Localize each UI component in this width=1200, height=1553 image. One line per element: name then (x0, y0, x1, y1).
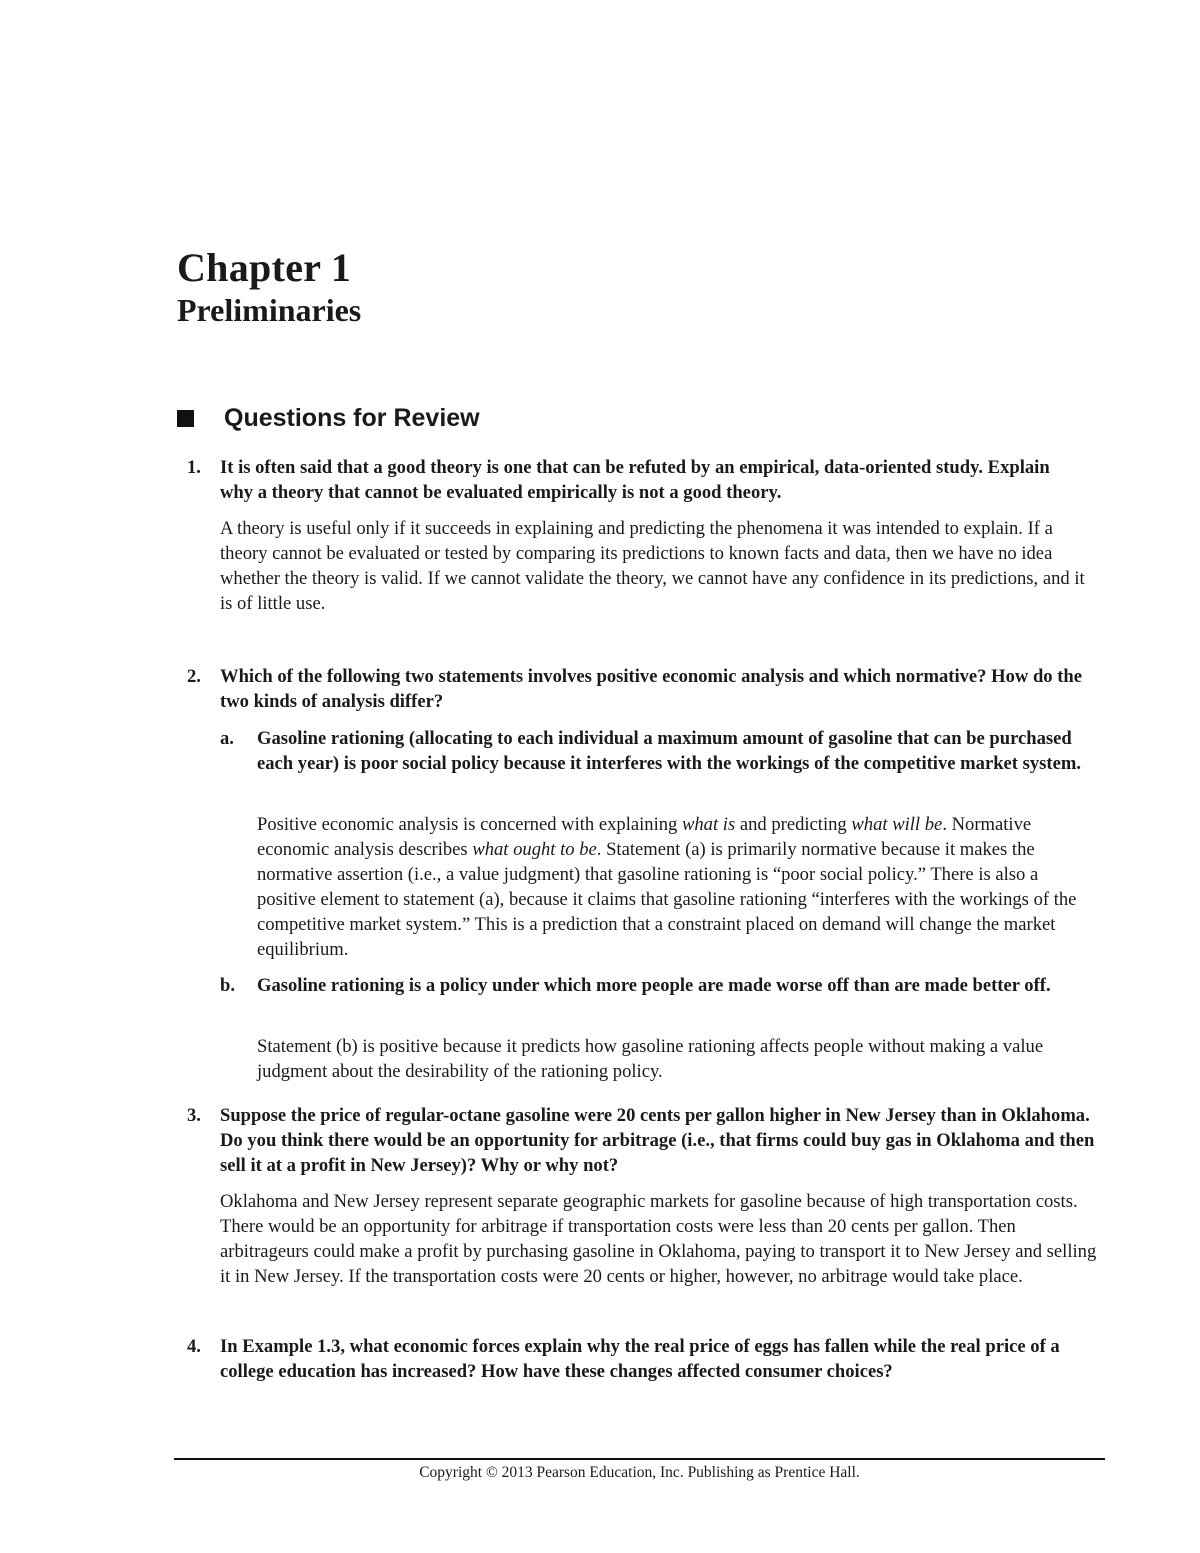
answer-2b-text: Statement (b) is positive because it predicts how gasoline rationing affects people without making a value judgment about the desirability of the rationing policy. (257, 1036, 1044, 1082)
chapter-subtitle: Preliminaries (177, 292, 362, 328)
chapter-title: Chapter 1 (177, 245, 352, 290)
question-number: 3. (187, 1105, 201, 1126)
copyright-footer: Copyright © 2013 Pearson Education, Inc. Publishing as Prentice Hall. (419, 1464, 860, 1481)
question-2-text: Which of the following two statements involves positive economic analysis and which normative? How do the two kinds of analysis differ? (220, 666, 1083, 712)
section-heading (177, 402, 480, 434)
sub-question-label: b. (220, 975, 235, 996)
footer-divider (174, 1458, 1105, 1460)
answer-3-text: Oklahoma and New Jersey represent separate geographic markets for gasoline because of high transportation costs. There would be an opportunity for arbitrage if transportation costs were less than 20 cents per gallon. Then arbitrageurs could make a profit by purchasing gasoline in Oklahoma, paying to transport it to New Jersey and selling it in New Jersey. If the transportation costs were 20 cents or higher, however, no arbitrage would take place. (220, 1191, 1097, 1287)
emphasis-what-is: what is (681, 814, 736, 835)
question-2a-text: Gasoline rationing (allocating to each individual a maximum amount of gasoline that can be purchased each year) is poor social policy because it interferes with the workings of the competitive market system. (257, 728, 1081, 774)
emphasis-what-will-be: what will be (851, 814, 943, 835)
emphasis-what-ought-to-be: what ought to be (472, 839, 597, 860)
question-number: 2. (187, 666, 201, 687)
square-bullet-icon (177, 410, 194, 427)
question-3-text: Suppose the price of regular-octane gasoline were 20 cents per gallon higher in New Jersey than in Oklahoma. Do you think there would be an opportunity for arbitrage (i.e., that firms could buy gas in Oklahoma and then sell it at a profit in New Jersey)? Why or why not? (220, 1105, 1095, 1176)
sub-question-label: a. (220, 728, 234, 749)
question-1-text: It is often said that a good theory is one that can be refuted by an empirical, data-oriented study. Explain why a theory that cannot be evaluated empirically is not a good theory. (220, 457, 1050, 503)
section-heading-text: Questions for Review (224, 403, 480, 432)
question-2b-text: Gasoline rationing is a policy under which more people are made worse off than are made better off. (257, 975, 1051, 996)
question-number: 1. (187, 457, 201, 478)
question-number: 4. (187, 1336, 201, 1357)
answer-2a-text: Positive economic analysis is concerned with explaining what is and predicting what will be. Normative economic analysis describes what ought to be. Statement (a) is primarily normative because it makes the normative assertion (i.e., a value judgment) that gasoline rationing is “poor social policy.” There is also a positive element to statement (a), because it claims that gasoline rationing “interferes with the workings of the competitive market system.” This is a prediction that a constraint placed on demand will change the market equilibrium. (257, 814, 1077, 960)
question-4-text: In Example 1.3, what economic forces explain why the real price of eggs has fallen while the real price of a college education has increased? How have these changes affected consumer choices? (220, 1336, 1060, 1382)
answer-1-text: A theory is useful only if it succeeds in explaining and predicting the phenomena it was intended to explain. If a theory cannot be evaluated or tested by comparing its predictions to known facts and data, then we have no idea whether the theory is valid. If we cannot validate the theory, we cannot have any confidence in its predictions, and it is of little use. (220, 518, 1085, 614)
